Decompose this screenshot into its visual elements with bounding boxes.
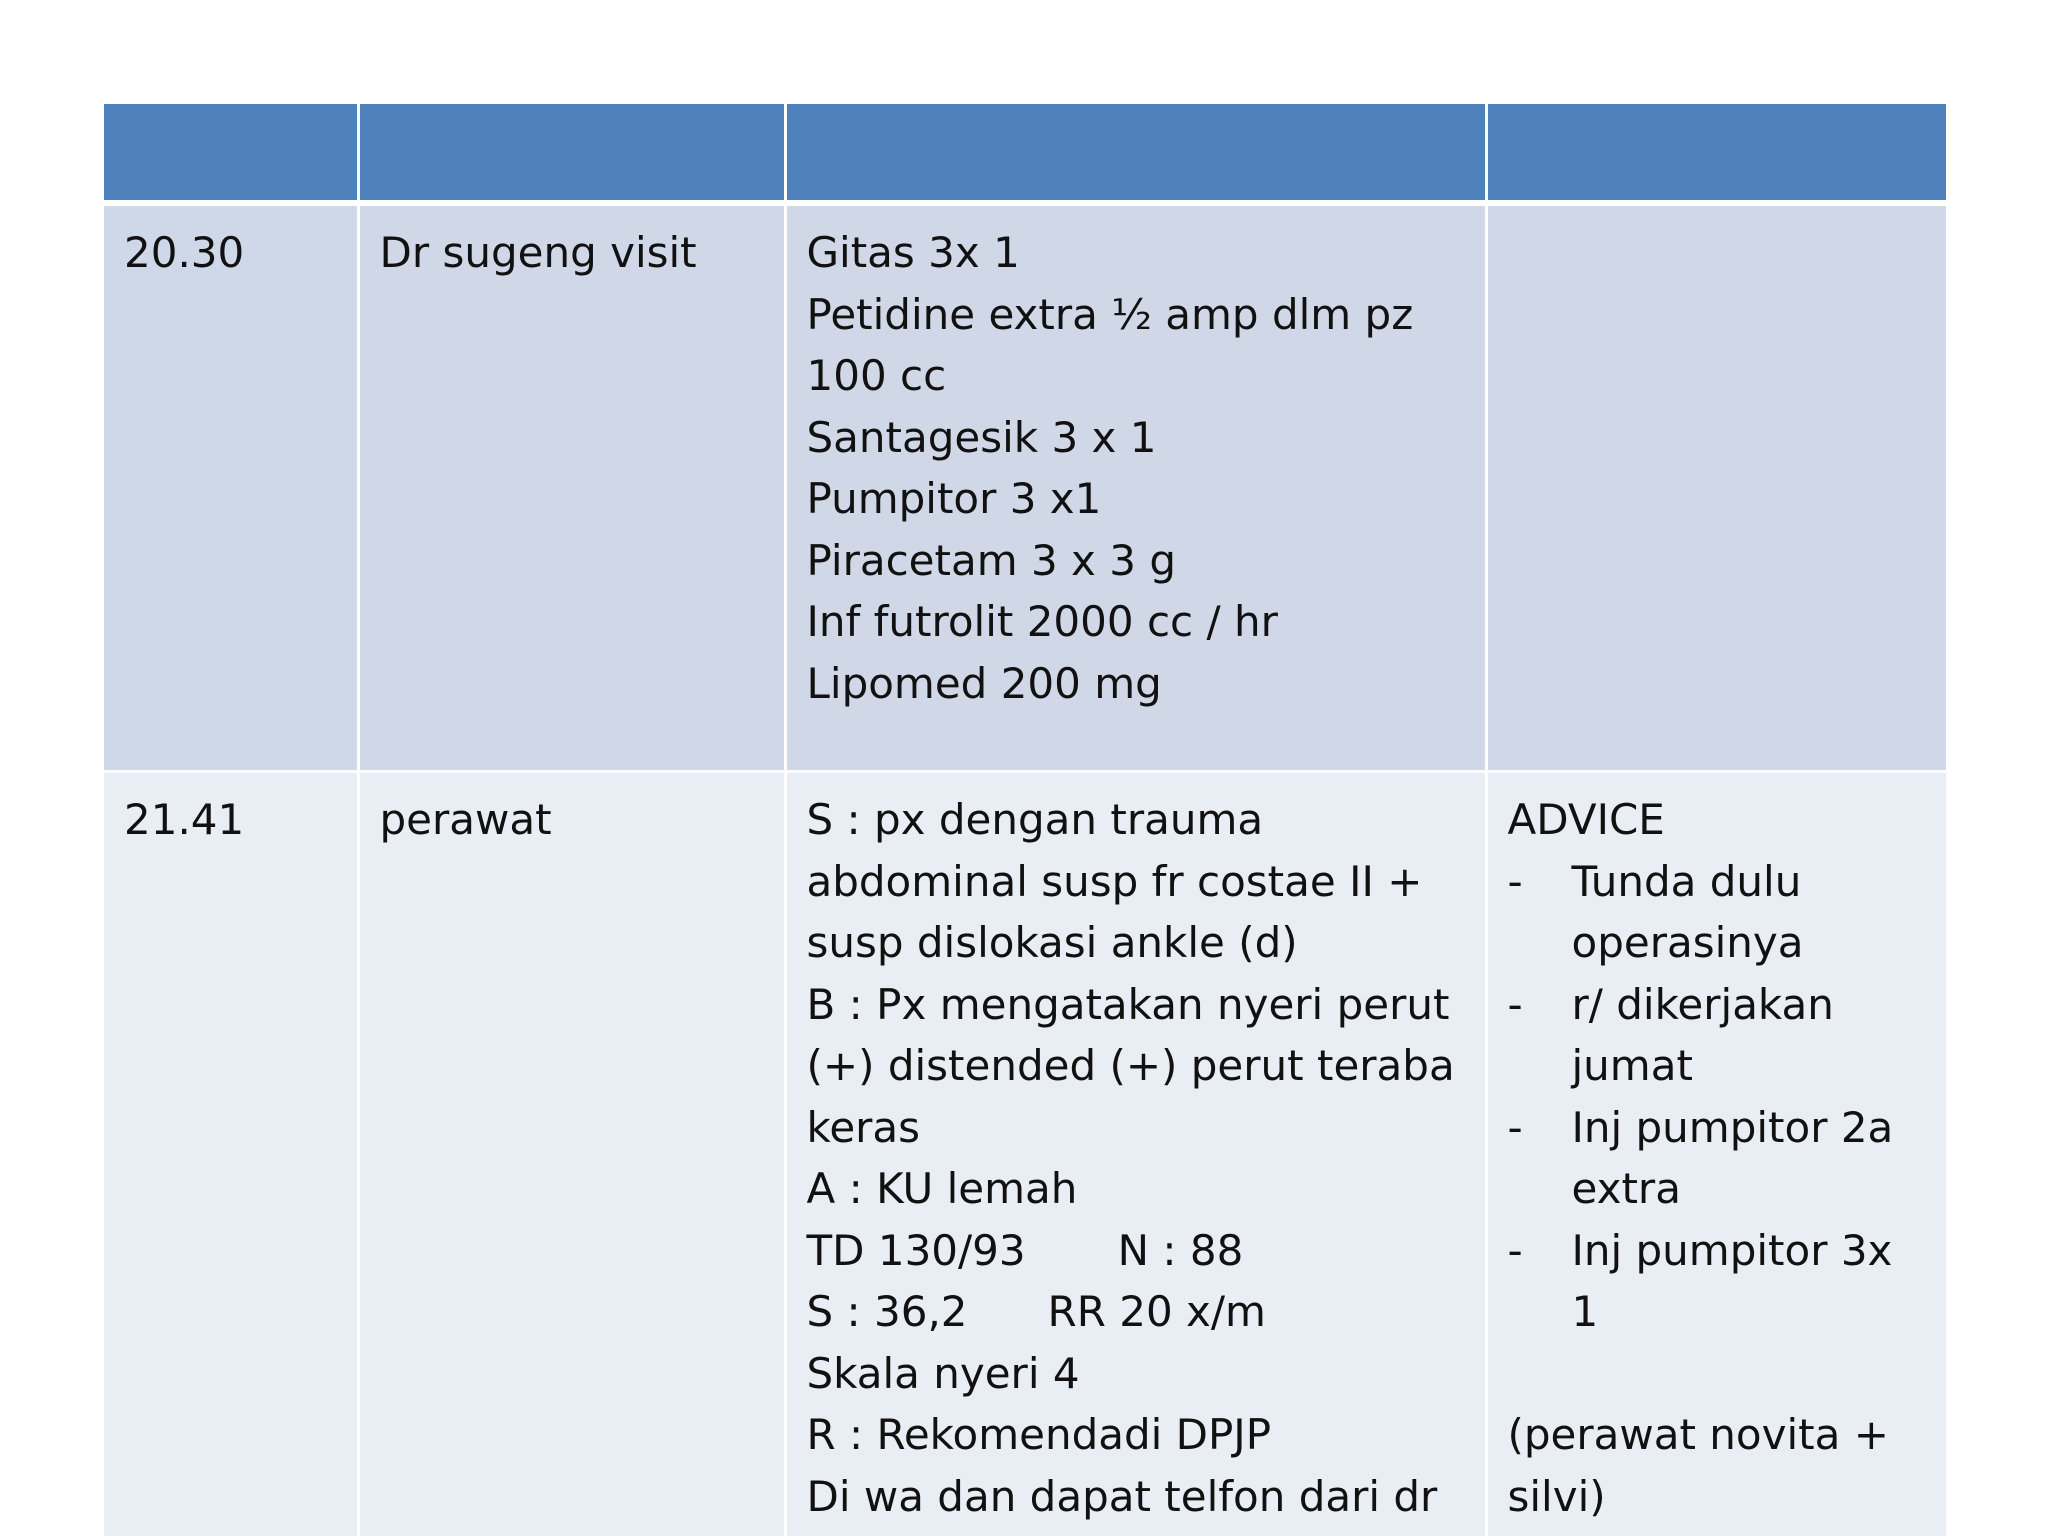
vitals-line-2 bbox=[807, 1281, 1465, 1343]
subjective-note: S : px dengan trauma abdominal susp fr costae II + susp dislokasi ankle (d) bbox=[806, 795, 1423, 967]
advice-list bbox=[1508, 851, 1927, 1343]
actor-cell bbox=[358, 203, 785, 772]
note-line: Gitas 3x 1 bbox=[806, 228, 1020, 277]
table-header-row bbox=[104, 104, 1946, 203]
pain-scale: Skala nyeri 4 bbox=[806, 1348, 1080, 1398]
actor-text: Dr sugeng visit bbox=[379, 228, 697, 277]
time-cell bbox=[104, 203, 358, 772]
time-text: 21.41 bbox=[124, 795, 245, 844]
assessment-note: A : KU lemah bbox=[806, 1164, 1078, 1213]
followup-note: Di wa dan dapat telfon dari dr bbox=[806, 1471, 1438, 1521]
note-line: Lipomed 200 mg bbox=[806, 658, 1162, 708]
blood-pressure: TD 130/93 bbox=[806, 1225, 1026, 1275]
header-cell-actor bbox=[358, 104, 785, 203]
time-cell bbox=[104, 772, 358, 1536]
note-line: Petidine extra ½ amp dlm pz bbox=[806, 289, 1414, 339]
header-cell-time bbox=[104, 104, 358, 203]
list-item bbox=[1508, 1097, 1927, 1220]
table-row bbox=[104, 772, 1946, 1536]
header-cell-notes bbox=[785, 104, 1486, 203]
temperature: S : 36,2 bbox=[806, 1287, 968, 1336]
dash-marker: - bbox=[1507, 856, 1523, 906]
behaviour-note: B : Px mengatakan nyeri perut (+) distended (+) perut teraba keras bbox=[806, 979, 1455, 1152]
nursing-log-table bbox=[104, 104, 1946, 1536]
note-line: Piracetam 3 x 3 g bbox=[806, 535, 1176, 585]
note-line: Inf futrolit 2000 cc / hr bbox=[806, 597, 1278, 646]
actor-text: perawat bbox=[379, 795, 552, 844]
note-line: Santagesik 3 x 1 bbox=[806, 412, 1157, 462]
advice-item-text: r/ dikerjakan jumat bbox=[1571, 979, 1834, 1090]
actor-cell bbox=[358, 772, 785, 1536]
remarks-cell bbox=[1486, 772, 1946, 1536]
blank-line bbox=[1508, 1343, 1927, 1405]
dash-marker: - bbox=[1507, 979, 1523, 1029]
vitals-line-1 bbox=[807, 1220, 1465, 1282]
advice-item-text: Tunda dulu operasinya bbox=[1571, 856, 1804, 967]
list-item bbox=[1508, 851, 1927, 974]
note-line: 100 cc bbox=[806, 351, 947, 400]
recommendation-note: R : Rekomendadi DPJP bbox=[806, 1410, 1272, 1459]
table-row bbox=[104, 203, 1946, 772]
advice-item-text: Inj pumpitor 2a extra bbox=[1571, 1102, 1894, 1213]
header-cell-remarks bbox=[1486, 104, 1946, 203]
dash-marker: - bbox=[1507, 1225, 1523, 1275]
time-text: 20.30 bbox=[124, 228, 245, 277]
list-item bbox=[1508, 974, 1927, 1097]
note-line: Pumpitor 3 x1 bbox=[806, 474, 1102, 523]
remarks-cell bbox=[1486, 203, 1946, 772]
respiration-rate: RR 20 x/m bbox=[1047, 1287, 1266, 1336]
notes-cell bbox=[785, 203, 1486, 772]
notes-cell bbox=[785, 772, 1486, 1536]
dash-marker: - bbox=[1507, 1102, 1523, 1152]
advice-heading: ADVICE bbox=[1507, 795, 1665, 844]
advice-footer: (perawat novita + silvi) bbox=[1507, 1410, 1889, 1521]
advice-item-text: Inj pumpitor 3x 1 bbox=[1571, 1225, 1893, 1336]
list-item bbox=[1508, 1220, 1927, 1343]
pulse: N : 88 bbox=[1117, 1225, 1244, 1275]
